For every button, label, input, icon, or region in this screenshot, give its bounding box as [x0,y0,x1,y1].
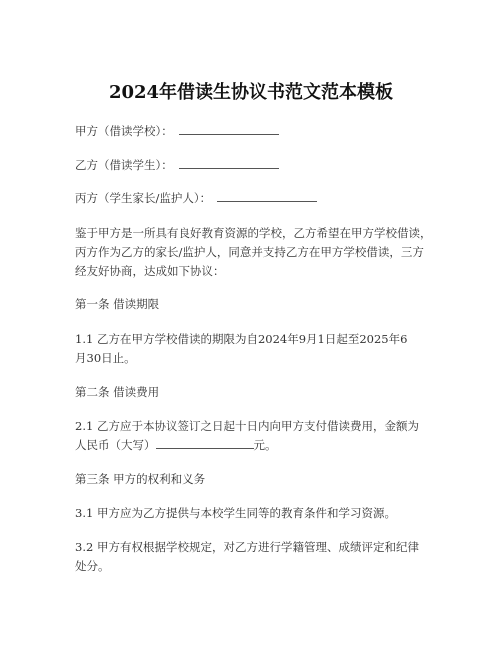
amount-blank [156,436,254,449]
party-a-line [75,122,435,141]
amount-prefix: 人民币（大写） [75,438,156,452]
article-1-line-1: 1.1 乙方在甲方学校借读的期限为自2024年9月1日起至2025年6 [75,332,408,346]
party-c-label: 丙方（学生家长/监护人）： [75,191,212,205]
party-c-blank [217,189,317,202]
document-title: 2024年借读生协议书范文范本模板 [108,82,394,103]
party-a-label: 甲方（借读学校）： [75,124,173,138]
party-b-line [75,156,435,175]
article-2-heading: 第二条 借读费用 [75,385,160,399]
intro-line-1: 鉴于甲方是一所具有良好教育资源的学校，乙方希望在甲方学校借读， [75,226,432,240]
party-b-blank [179,156,279,169]
amount-suffix: 元。 [253,438,277,452]
party-b-label: 乙方（借读学生）： [75,158,173,172]
intro-line-3: 经友好协商，达成如下协议： [75,264,225,278]
article-3-para-2-line-1: 3.2 甲方有权根据学校规定，对乙方进行学籍管理、成绩评定和纪律 [75,540,419,554]
article-3-para-1: 3.1 甲方应为乙方提供与本校学生同等的教育条件和学习资源。 [75,506,396,520]
party-a-blank [179,122,279,135]
intro-line-2: 丙方作为乙方的家长/监护人，同意并支持乙方在甲方学校借读，三方 [75,245,424,259]
article-1-line-2: 月30日止。 [75,351,136,365]
article-2-line-1: 2.1 乙方应于本协议签订之日起十日内向甲方支付借读费用，金额为 [75,419,419,433]
article-3-heading: 第三条 甲方的权利和义务 [75,472,206,486]
article-1-heading: 第一条 借读期限 [75,297,160,311]
article-2-line-2 [75,436,435,455]
article-3-para-2-line-2: 处分。 [75,559,110,573]
party-c-line [75,189,435,208]
